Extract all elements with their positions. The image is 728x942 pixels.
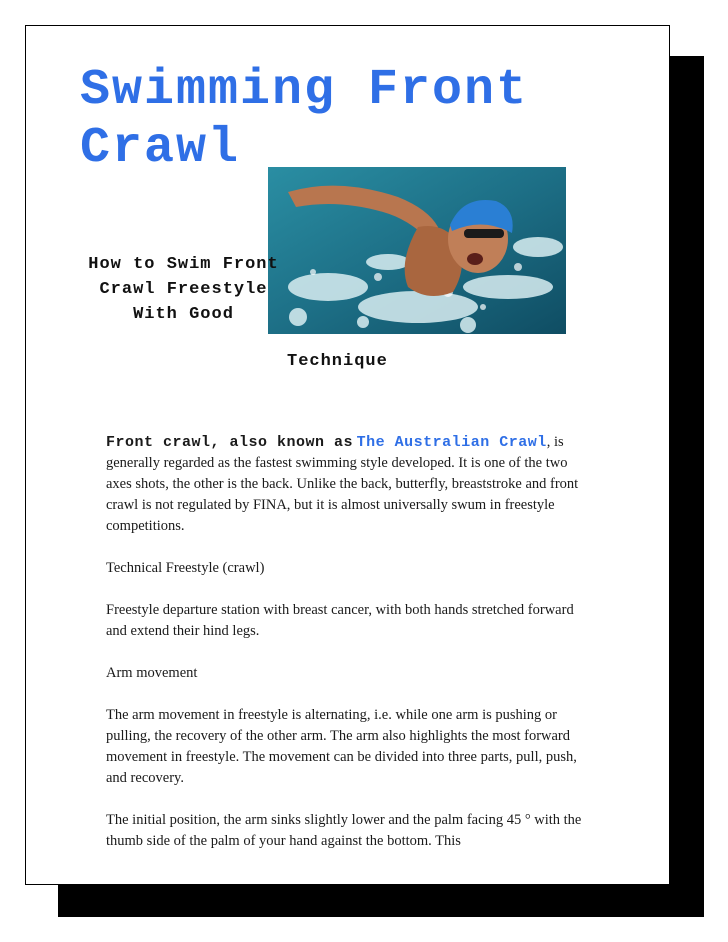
intro-paragraph (106, 432, 586, 537)
section-heading-technical: Technical Freestyle (crawl) (106, 560, 265, 576)
article-body (106, 432, 586, 873)
paragraph-initial-position: The initial position, the arm sinks slightly lower and the palm facing 45 ° with the thumb side of the palm of your hand against the bottom. This (106, 812, 582, 849)
section-heading-arm-movement: Arm movement (106, 665, 198, 681)
intro-lead: Front crawl, also known as (106, 434, 354, 451)
paragraph-departure: Freestyle departure station with breast cancer, with both hands stretched forward and extend their hind legs. (106, 602, 574, 639)
document-subtitle: How to Swim Front Crawl Freestyle With Good (88, 255, 279, 324)
australian-crawl-link[interactable]: The Australian Crawl (356, 434, 547, 451)
document-subtitle-continued: Technique (287, 352, 388, 371)
swimmer-photo-icon (268, 167, 566, 334)
intro-rest: , is generally regarded as the fastest swimming style developed. It is one of the two axes shots, the other is the back. Unlike the back, butterfly, breaststroke and front crawl is not regulated by FINA, but it is almost universally swum in freestyle competitions. (106, 434, 579, 534)
document-title: Swimming Front Crawl (80, 62, 529, 177)
swimmer-photo-graphic (268, 167, 566, 334)
paragraph-arm-movement: The arm movement in freestyle is alternating, i.e. while one arm is pushing or pulling, the recovery of the other arm. The arm also highlights the most forward movement in freestyle. The movement can be divided into three parts, pull, push, and recovery. (106, 707, 577, 786)
